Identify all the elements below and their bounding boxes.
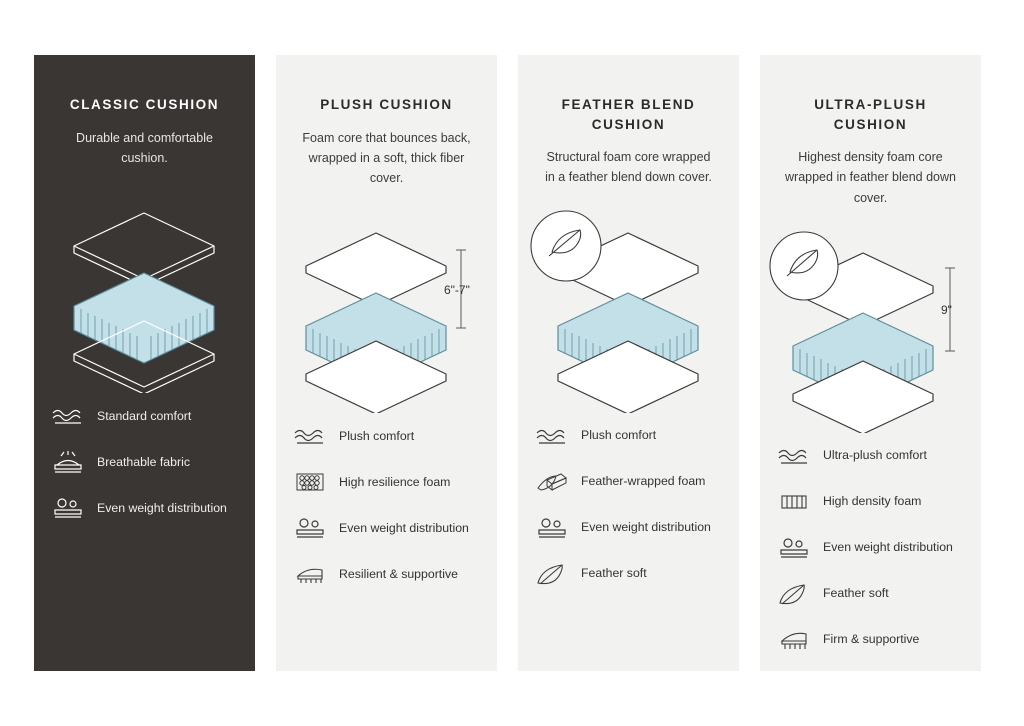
feature-label: Plush comfort bbox=[581, 428, 657, 443]
high-density-foam-icon bbox=[776, 487, 812, 517]
wave-lines-icon bbox=[292, 421, 328, 451]
card-title: ULTRA-PLUSH CUSHION bbox=[814, 97, 927, 132]
feature-item bbox=[534, 559, 721, 589]
wave-lines-icon bbox=[50, 401, 86, 431]
feature-label: Even weight distribution bbox=[97, 500, 227, 515]
card-row bbox=[34, 55, 990, 671]
feature-label: Even weight distribution bbox=[339, 520, 469, 535]
feature-label: Breathable fabric bbox=[97, 454, 190, 469]
feature-item bbox=[292, 559, 479, 589]
feature-label: Even weight distribution bbox=[823, 540, 953, 555]
feature-label: Feather-wrapped foam bbox=[581, 474, 706, 489]
feature-label: Plush comfort bbox=[339, 428, 415, 443]
card-plush-cushion[interactable] bbox=[276, 55, 497, 671]
feature-label: Resilient & supportive bbox=[339, 566, 458, 581]
card-title: FEATHER BLEND CUSHION bbox=[561, 97, 696, 132]
card-ultra-plush-cushion[interactable] bbox=[760, 55, 981, 671]
feature-list bbox=[518, 413, 739, 589]
feature-item bbox=[292, 421, 479, 451]
card-feather-blend-cushion[interactable] bbox=[518, 55, 739, 671]
feather-icon bbox=[776, 579, 812, 609]
feature-label: Standard comfort bbox=[97, 408, 192, 423]
card-description: Structural foam core wrapped in a feather blend down cover. bbox=[545, 150, 712, 185]
card-description: Foam core that bounces back, wrapped in a soft, thick fiber cover. bbox=[302, 130, 471, 186]
wave-lines-icon bbox=[534, 421, 570, 451]
feature-item bbox=[292, 513, 479, 543]
feature-item bbox=[50, 447, 237, 477]
cushion-layers-illustration-plush bbox=[276, 198, 497, 413]
feature-label: High density foam bbox=[823, 494, 922, 509]
card-title: PLUSH CUSHION bbox=[320, 97, 453, 112]
feature-item bbox=[776, 487, 963, 517]
dimension-label: 6"-7" bbox=[444, 283, 470, 298]
feature-label: Even weight distribution bbox=[581, 520, 711, 535]
cushion-layers-illustration-ultra-plush bbox=[760, 218, 981, 433]
card-title: CLASSIC CUSHION bbox=[69, 97, 220, 112]
feature-label: Firm & supportive bbox=[823, 632, 920, 647]
feature-list bbox=[34, 393, 255, 523]
feather-icon bbox=[534, 559, 570, 589]
feature-label: High resilience foam bbox=[339, 474, 451, 489]
feature-list bbox=[760, 433, 981, 655]
feature-item bbox=[50, 493, 237, 523]
feature-item bbox=[776, 625, 963, 655]
feature-item bbox=[776, 579, 963, 609]
feature-item bbox=[292, 467, 479, 497]
resilient-seat-icon bbox=[292, 559, 328, 589]
breathable-fabric-icon bbox=[50, 447, 86, 477]
even-weight-icon bbox=[50, 493, 86, 523]
even-weight-icon bbox=[534, 513, 570, 543]
card-classic-cushion[interactable] bbox=[34, 55, 255, 671]
feature-item bbox=[534, 513, 721, 543]
honeycomb-foam-icon bbox=[292, 467, 328, 497]
even-weight-icon bbox=[292, 513, 328, 543]
dimension-label: 9" bbox=[941, 302, 952, 317]
feature-list bbox=[276, 413, 497, 589]
feature-item bbox=[776, 533, 963, 563]
cushion-layers-illustration-feather-blend bbox=[518, 198, 739, 413]
feather-wrapped-foam-icon bbox=[534, 467, 570, 497]
firm-support-icon bbox=[776, 625, 812, 655]
feature-item bbox=[534, 467, 721, 497]
card-description: Durable and comfortable cushion. bbox=[76, 130, 213, 165]
wave-lines-icon bbox=[776, 441, 812, 471]
cushion-layers-illustration-classic bbox=[34, 178, 255, 393]
feature-label: Feather soft bbox=[823, 586, 889, 601]
feature-item bbox=[534, 421, 721, 451]
feature-label: Feather soft bbox=[581, 566, 647, 581]
even-weight-icon bbox=[776, 533, 812, 563]
feature-label: Ultra-plush comfort bbox=[823, 448, 927, 463]
feature-item bbox=[776, 441, 963, 471]
card-description: Highest density foam core wrapped in feather blend down cover. bbox=[785, 150, 956, 205]
feature-item bbox=[50, 401, 237, 431]
